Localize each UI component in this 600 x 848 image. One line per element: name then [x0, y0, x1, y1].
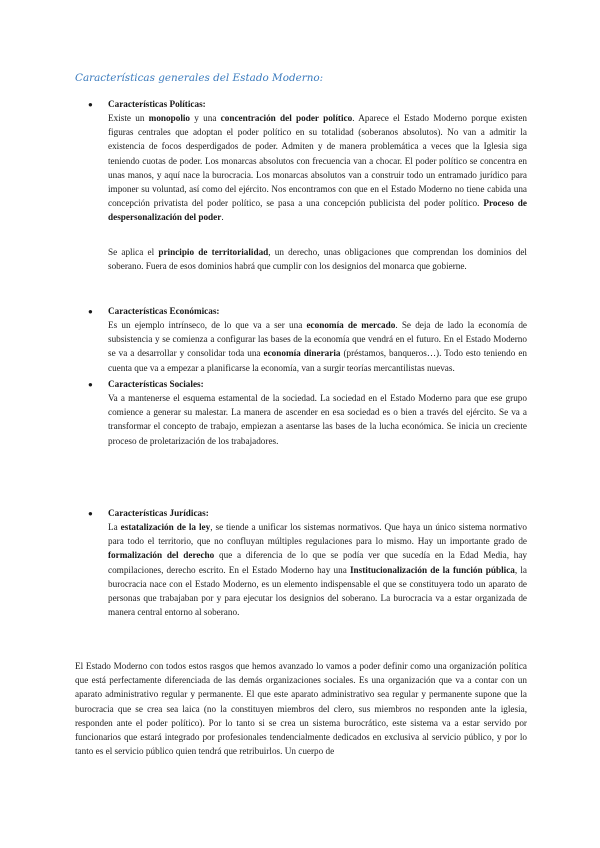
- bold-term: economía dineraria: [263, 348, 341, 359]
- bold-term: formalización del derecho: [108, 550, 215, 561]
- bullet-icon: ●: [88, 100, 93, 109]
- section-title: Características Económicas:: [108, 306, 220, 316]
- section-title: Características Jurídicas:: [108, 508, 209, 518]
- section-paragraph: La estatalización de la ley, se tiende a unificar los sistemas normativos. Que haya un único sistema normativo para todo el territorio, que no confluyan múltiples regulaciones para lo mismo. Hay un importante grado de formalización del derecho que a diferencia de lo que se podía ver que sucedía en la Edad Media, hay compilaciones, derecho escrito. En el Estado Moderno hay una Institucionalización de la función pública, la burocracia nace con el Estado Moderno, es un elemento indispensable el que se constituyera todo un aparato de personas que trabajaban por y para ejecutar los designios del soberano. La burocracia va a estar organizada de manera central entorno al soberano.: [108, 522, 527, 618]
- bold-term: concentración del poder político: [220, 113, 353, 123]
- section-title: Características Sociales:: [108, 379, 204, 389]
- section-paragraph: Es un ejemplo intrínseco, de lo que va a ser una economía de mercado. Se deja de lado la economía de subsistencia y se comienza a configurar las bases de la economía que vendrá en el futuro. En el Estado Moderno se va a desarrollar y consolidar toda una economía dineraria (préstamos, banqueros…). Todo esto teniendo en cuenta que va a empezar a planificarse la economía, van a surgir teorías mercantilistas nuevas.: [108, 320, 527, 373]
- bold-term: estatalización de la ley: [120, 522, 211, 532]
- bold-term: principio de territorialidad: [158, 247, 269, 257]
- section-paragraph: Se aplica el principio de territorialidad, un derecho, unas obligaciones que comprendan los dominios del soberano. Fuera de esos dominios habrá que cumplir con los designios del monarca que gobierne.: [108, 247, 527, 272]
- bold-term: Institucionalización de la función pública: [349, 564, 515, 575]
- bullet-icon: ●: [88, 307, 93, 316]
- bold-term: economía de mercado: [306, 320, 396, 330]
- document-heading: Características generales del Estado Moderno:: [75, 72, 324, 84]
- bullet-icon: ●: [88, 509, 93, 518]
- bullet-icon: ●: [88, 380, 93, 389]
- bold-term: monopolio: [148, 113, 191, 123]
- bold-term: Proceso de despersonalización del poder: [108, 198, 527, 223]
- section-paragraph: Va a mantenerse el esquema estamental de la sociedad. La sociedad en el Estado Moderno para que ese grupo comience a generar su malestar. La manera de ascender en esa sociedad es o bien a través del ejército. Se va a transformar el concepto de trabajo, empiezan a asentarse las bases de la lucha económica. Se inicia un creciente proceso de proletarización de los trabajadores.: [108, 393, 527, 446]
- closing-paragraph: El Estado Moderno con todos estos rasgos que hemos avanzado lo vamos a poder definir como una organización política que está perfectamente diferenciada de las demás organizaciones sociales. Es una organización que va a contar con un aparato administrativo regular y permanente. El que este aparato administrativo sea regular y permanente supone que la burocracia que se crea sea laica (no la constituyen miembros del clero, sus miembros no responden ante la iglesia, responden ante el poder político). Por lo tanto si se crea un sistema burocrático, este sistema va a estar servido por funcionarios que estará integrado por profesionales tendencialmente dedicados en exclusiva al servicio público, y por lo tanto es el servicio público quien tendrá que retribuirlos. Un cuerpo de: [75, 661, 527, 757]
- section-title: Características Políticas:: [108, 99, 206, 109]
- section-paragraph: Existe un monopolio y una concentración del poder político. Aparece el Estado Moderno porque existen figuras centrales que adoptan el poder político en su totalidad (soberanos absolutos). No van a admitir la existencia de focos desperdigados de poder. Admiten y de manera problemática a veces que la Iglesia siga teniendo cuotas de poder. Los monarcas absolutos con frecuencia van a chocar. El poder político se concentra en unas manos, y aquí nace la burocracia. Los monarcas absolutos van a construir todo un entramado jurídico para imponer su voluntad, así como del ejército. Nos encontramos con que en el Estado Moderno no tiene cabida una concepción privatista del poder político, se pasa a una concepción publicista del poder político. Proceso de despersonalización del poder.: [108, 113, 527, 223]
